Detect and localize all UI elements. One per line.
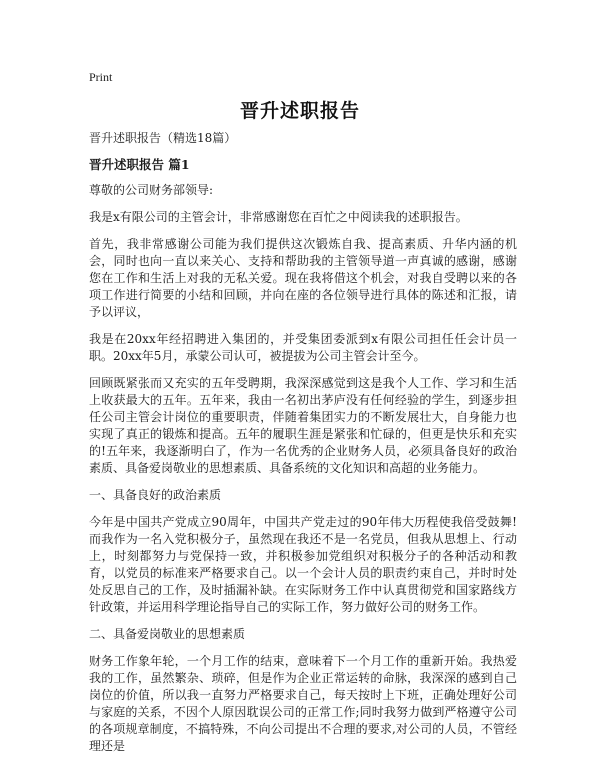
subtitle: 晋升述职报告（精选18篇）: [89, 131, 237, 145]
political-paragraph: 今年是中国共产党成立90周年，中国共产党走过的90年伟大历程使我倍受鼓舞!而我作为一名入党积极分子，虽然现在我还不是一名党员，但我从思想上、行动上，时刻都努力与党保持一致，并积极参加党组织对积极分子的各种活动和教育，以党员的标准来严格要求自己。以一个会计人员的职责约束自己，并时时处处反思自己的工作，及时插漏补缺。在实际财务工作中认真贯彻党和国家路线方针政策，并运用科学理论指导自己的实际工作，努力做好公司的财务工作。: [89, 515, 517, 614]
intro-paragraph: 我是x有限公司的主管会计，非常感谢您在百忙之中阅读我的述职报告。: [89, 210, 468, 224]
document-title: 晋升述职报告: [239, 100, 360, 122]
thanks-paragraph: 首先，我非常感谢公司能为我们提供这次锻炼自我、提高素质、升华内涵的机会，同时也向一直以来关心、支持和帮助我的主管领导道一声真诚的感谢，感谢您在工作和生活上对我的无私关爱。现在我将借这个机会，对我自受聘以来的各项工作进行简要的小结和回顾，并向在座的各位领导进行具体的陈述和汇报，请予以评议，: [89, 237, 517, 319]
subheading-political: 一、具备良好的政治素质: [89, 488, 222, 502]
print-link[interactable]: Print: [89, 70, 113, 84]
review-paragraph: 回顾既紧张而又充实的五年受聘期，我深深感觉到这是我个人工作、学习和生活上收获最大的五年。五年来，我由一名初出茅庐没有任何经验的学生，到逐步担任公司主管会计岗位的重要职责，伴随着集团实力的不断发展壮大，自身能力也实现了真正的锻炼和提高。五年的履职生涯是紧张和忙碌的，但更是快乐和充实的!五年来，我逐渐明白了，作为一名优秀的企业财务人员，必须具备良好的政治素质、具备爱岗敬业的思想素质、具备系统的文化知识和高超的业务能力。: [89, 376, 517, 475]
subheading-dedication: 二、具备爱岗敬业的思想素质: [89, 627, 246, 641]
document-body: [89, 130, 517, 765]
salutation: 尊敬的公司财务部领导:: [89, 183, 214, 197]
dedication-paragraph: 财务工作象年轮，一个月工作的结束，意味着下一个月工作的重新开始。我热爱我的工作，虽然繁杂、琐碎，但是作为企业正常运转的命脉，我深深的感到自己岗位的价值，所以我一直努力严格要求自己，每天按时上下班，正确处理好公司与家庭的关系，不因个人原因耽误公司的正常工作;同时我努力做到严格遵守公司的各项规章制度，不搞特殊，不向公司提出不合理的要求,对公司的人员，不管经理还是: [89, 654, 517, 753]
section-heading: 晋升述职报告 篇1: [89, 157, 190, 172]
background-paragraph: 我是在20xx年经招聘进入集团的，并受集团委派到x有限公司担任任会计员一职。20xx年5月，承蒙公司认可，被提拔为公司主管会计至今。: [89, 332, 517, 363]
